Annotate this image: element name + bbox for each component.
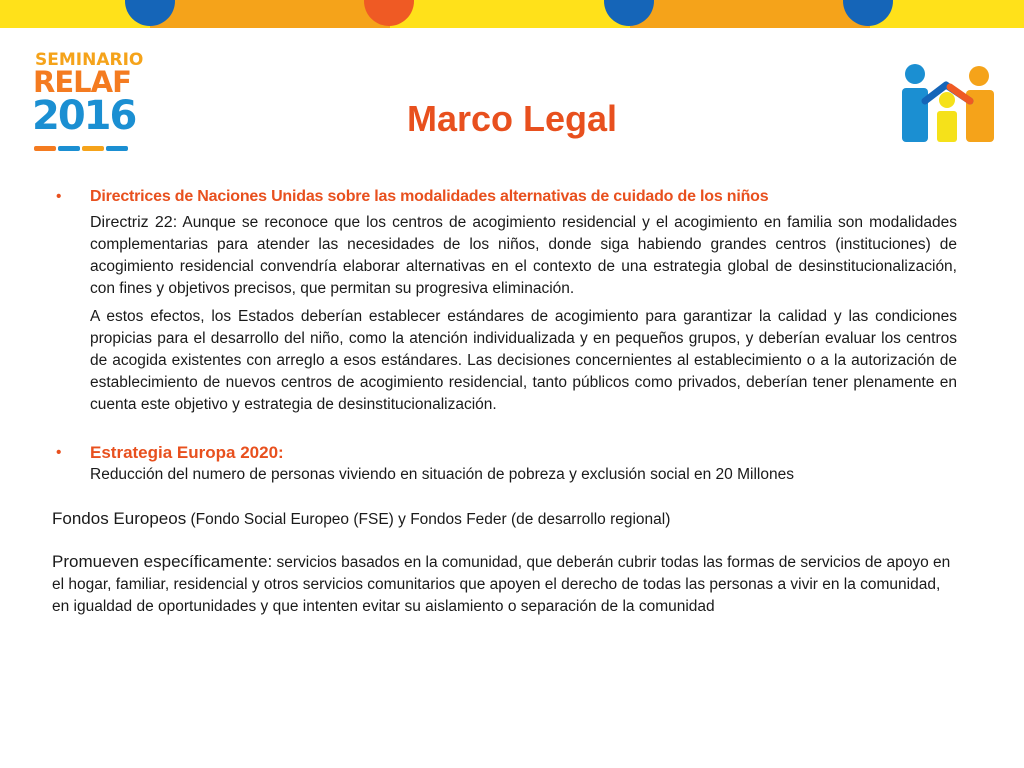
paragraph-text: (Fondo Social Europeo (FSE) y Fondos Feder (de desarrollo regional): [186, 511, 671, 528]
band-yellow-segment: [870, 0, 1024, 28]
band-orange-segment: [630, 0, 870, 28]
fondos-europeos-paragraph: [52, 508, 957, 531]
paragraph-lead: Directriz 22:: [90, 214, 178, 231]
logo-line-relaf: RELAF: [33, 65, 131, 99]
band-orange-segment: [150, 0, 390, 28]
directriz-22-paragraph: [90, 212, 957, 300]
bullet-europa-2020: [52, 442, 957, 486]
paragraph-lead: Fondos Europeos: [52, 509, 187, 528]
paragraph-text: servicios basados en la comunidad, que deberán cubrir todas las formas de servicios de apoyo en el hogar, familiar, residencial y otros servicios comunitarios que apoyen el derecho de todas las personas a vivir en la comunidad, en igualdad de oportunidades y que intenten evitar su aislamiento o separación de la comunidad: [52, 554, 951, 615]
top-decorative-band: [0, 0, 1024, 28]
bullet-text: Reducción del numero de personas viviendo en situación de pobreza y exclusión social en 20 Millones: [90, 466, 794, 483]
paragraph-lead: Promueven específicamente:: [52, 552, 273, 571]
estados-paragraph: A estos efectos, los Estados deberían establecer estándares de acogimiento para garantizar la calidad y las condiciones propicias para el desarrollo del niño, como la atención individualizada y en pequeños grupos, y deberían evaluar los centros de acogida existentes con arreglo a esos estándares. Las decisiones concernientes al establecimiento o a la autorización de establecimiento de nuevos centros de acogimiento residencial, tanto públicos como privados, deberían tener plenamente en cuenta este objetivo y estrategia de desinstitucionalización.: [90, 308, 957, 413]
bullet-marker: •: [56, 444, 62, 461]
paragraph-text: Aunque se reconoce que los centros de acogimiento residencial y el acogimiento en familia son modalidades complementarias para atender las necesidades de los niños, donde siga habiendo grandes centros (instituciones) de acogimiento residencial convendría elaborar alternativas en el contexto de una estrategia global de desinstitucionalización, con fines y objetivos precisos, que permitan su progresiva eliminación.: [90, 214, 957, 297]
bullet-directrices: [52, 186, 957, 416]
bullet-heading: Directrices de Naciones Unidas sobre las modalidades alternativas de cuidado de los niños: [90, 188, 769, 205]
promueven-paragraph: [52, 551, 957, 618]
page-title: Marco Legal: [406, 98, 618, 139]
slide-content: [52, 186, 957, 618]
logo-line-year: 2016: [32, 93, 136, 139]
bullet-heading: Estrategia Europa 2020:: [90, 443, 284, 462]
bullet-marker: •: [56, 188, 62, 205]
band-yellow-segment: [390, 0, 630, 28]
logo-line-seminario: SEMINARIO: [35, 50, 144, 70]
